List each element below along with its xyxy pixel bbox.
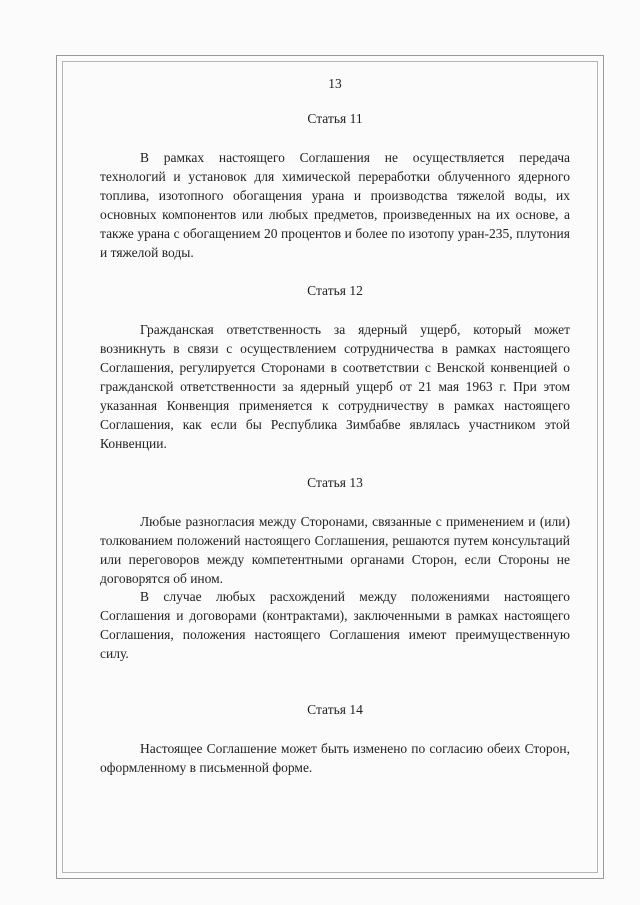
- article-heading: Статья 14: [307, 702, 363, 718]
- article-14: [100, 702, 570, 778]
- article-paragraph: Любые разногласия между Сторонами, связанные с применением и (или) толкованием положений настоящего Соглашения, решаются путем консультаций или переговоров между компетентными органами Сторон, если Стороны не договорятся об ином.: [100, 513, 570, 586]
- document-body: [100, 76, 570, 778]
- article-12: [100, 283, 570, 453]
- page-number: 13: [328, 76, 342, 91]
- article-13: [100, 475, 570, 664]
- article-paragraph: В случае любых расхождений между положениями настоящего Соглашения и договорами (контрактами), заключенными в рамках настоящего Соглашения, положения настоящего Соглашения имеют преимущественную силу.: [100, 589, 570, 662]
- article-11: [100, 111, 570, 262]
- article-paragraph: Настоящее Соглашение может быть изменено по согласию обеих Сторон, оформленному в письменной форме.: [100, 741, 570, 775]
- article-heading: Статья 12: [307, 283, 363, 299]
- article-heading: Статья 11: [307, 111, 363, 126]
- article-paragraph: В рамках настоящего Соглашения не осуществляется передача технологий и установок для химической переработки облученного ядерного топлива, изотопного обогащения урана и производства тяжелой воды, их основных компонентов или любых предметов, произведенных на их основе, а также урана с обогащением 20 процентов и более по изотопу уран-235, плутония и тяжелой воды.: [100, 150, 570, 260]
- article-heading: Статья 13: [307, 474, 363, 490]
- article-paragraph: Гражданская ответственность за ядерный ущерб, который может возникнуть в связи с осуществлением сотрудничества в рамках настоящего Соглашения, регулируется Сторонами в соответствии с Венской конвенцией о гражданской ответственности за ядерный ущерб от 21 мая 1963 г. При этом указанная Конвенция применяется к сотрудничеству в рамках настоящего Соглашения, как если бы Республика Зимбабве являлась участником этой Конвенции.: [100, 322, 570, 451]
